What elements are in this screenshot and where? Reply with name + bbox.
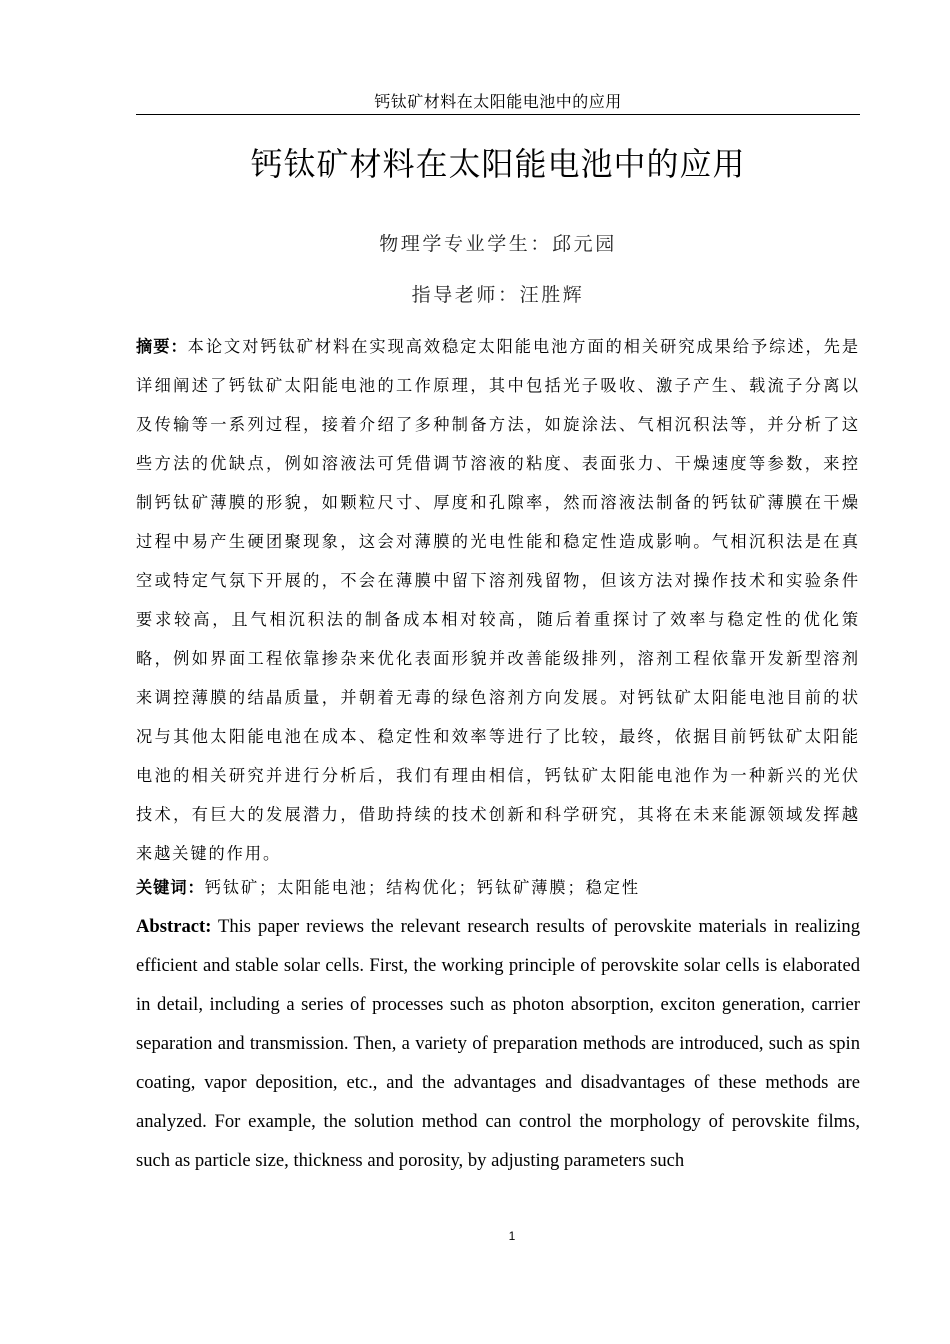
chinese-abstract-text: 本论文对钙钛矿材料在实现高效稳定太阳能电池方面的相关研究成果给予综述，先是详细阐述了钙钛矿太阳能电池的工作原理，其中包括光子吸收、激子产生、载流子分离以及传输等一系列过程，接着介绍了多种制备方法，如旋涂法、气相沉积法等，并分析了这些方法的优缺点，例如溶液法可凭借调节溶液的粘度、表面张力、干燥速度等参数，来控制钙钛矿薄膜的形貌，如颗粒尺寸、厚度和孔隙率，然而溶液法制备的钙钛矿薄膜在干燥过程中易产生硬团聚现象，这会对薄膜的光电性能和稳定性造成影响。气相沉积法是在真空或特定气氛下开展的，不会在薄膜中留下溶剂残留物，但该方法对操作技术和实验条件要求较高，且气相沉积法的制备成本相对较高，随后着重探讨了效率与稳定性的优化策略，例如界面工程依靠掺杂来优化表面形貌并改善能级排列，溶剂工程依靠开发新型溶剂来调控薄膜的结晶质量，并朝着无毒的绿色溶剂方向发展。对钙钛矿太阳能电池目前的状况与其他太阳能电池在成本、稳定性和效率等进行了比较，最终，依据目前钙钛矿太阳能电池的相关研究并进行分析后，我们有理由相信，钙钛矿太阳能电池作为一种新兴的光伏技术，有巨大的发展潜力，借助持续的技术创新和科学研究，其将在未来能源领域发挥越来越关键的作用。 bbox=[136, 337, 860, 863]
chinese-keywords-label: 关键词： bbox=[136, 878, 205, 897]
english-abstract-text: This paper reviews the relevant research results of perovskite materials in realizing efficient and stable solar cells. First, the working principle of perovskite solar cells is elaborated in detail, including a series of processes such as photon absorption, exciton generation, carrier separation and transmission. Then, a variety of preparation methods are introduced, such as spin coating, vapor deposition, etc., and the advantages and disadvantages of these methods are analyzed. For example, the solution method can control the morphology of perovskite films, such as particle size, thickness and porosity, by adjusting parameters such bbox=[136, 916, 860, 1171]
english-abstract-label: Abstract: bbox=[136, 916, 212, 937]
chinese-abstract bbox=[136, 327, 860, 873]
english-abstract bbox=[136, 907, 860, 1180]
page-number: 1 bbox=[508, 1229, 516, 1243]
student-author-line: 物理学专业学生：邱元园 bbox=[379, 233, 617, 255]
header-rule bbox=[136, 114, 860, 115]
paper-title: 钙钛矿材料在太阳能电池中的应用 bbox=[250, 145, 746, 183]
chinese-keywords bbox=[136, 873, 860, 903]
advisor-line: 指导老师：汪胜辉 bbox=[411, 284, 585, 306]
chinese-keywords-text: 钙钛矿；太阳能电池；结构优化；钙钛矿薄膜；稳定性 bbox=[204, 878, 641, 897]
chinese-abstract-label: 摘要： bbox=[136, 337, 188, 356]
running-header: 钙钛矿材料在太阳能电池中的应用 bbox=[374, 92, 622, 111]
